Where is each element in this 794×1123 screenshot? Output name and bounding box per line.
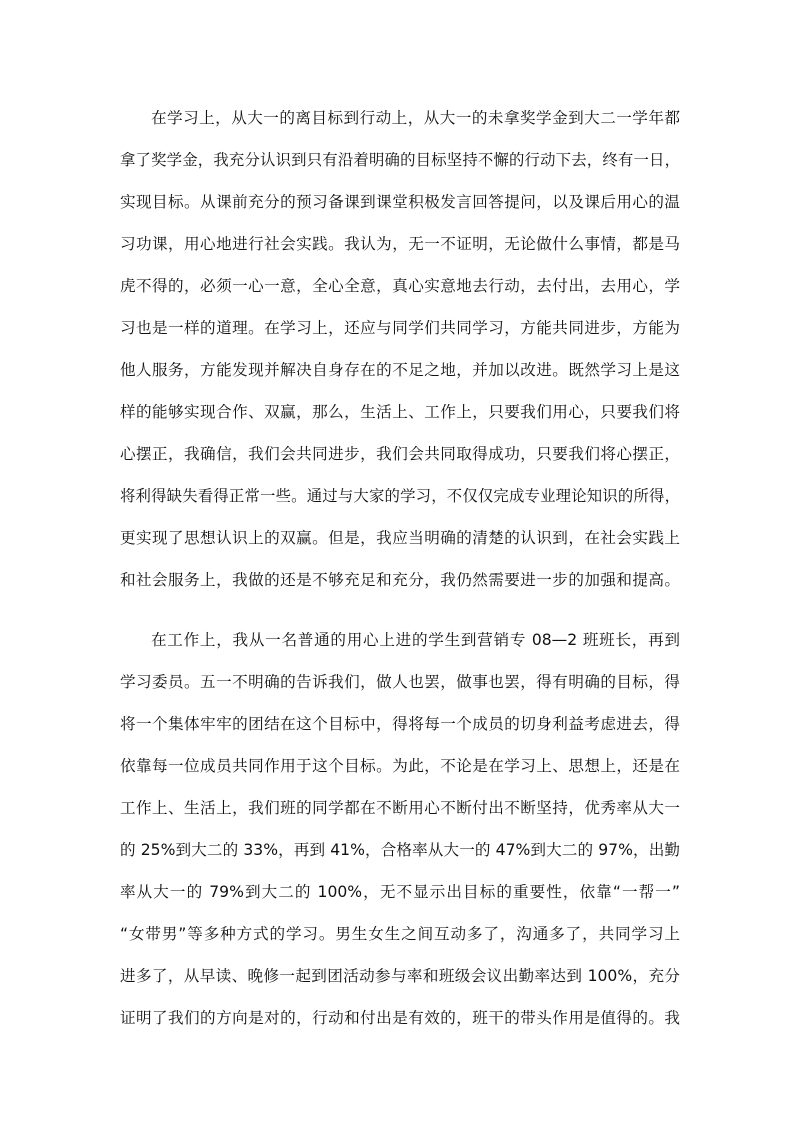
- paragraph-1-line-1: 在学习上，从大一的离目标到行动上，从大一的未拿奖学金到大二一学年都: [151, 109, 680, 127]
- paragraph-2-line-7: 率从大一的 79%到大二的 100%，无不显示出目标的重要性，依靠“一帮一”: [120, 883, 680, 901]
- paragraph-2-line-5: 工作上、生活上，我们班的同学都在不断用心不断付出不断坚持，优秀率从大一: [120, 799, 680, 817]
- paragraph-1-line-9: 心摆正，我确信，我们会共同进步，我们会共同取得成功，只要我们将心摆正，: [120, 445, 680, 463]
- paragraph-2-line-10: 证明了我们的方向是对的，行动和付出是有效的，班干的带头作用是值得的。我: [120, 1009, 680, 1027]
- paragraph-1-line-11: 更实现了思想认识上的双赢。但是，我应当明确的清楚的认识到，在社会实践上: [120, 529, 680, 547]
- paragraph-2-line-9: 进多了，从早读、晚修一起到团活动参与率和班级会议出勤率达到 100%，充分: [120, 967, 680, 985]
- paragraph-2-line-4: 依靠每一位成员共同作用于这个目标。为此，不论是在学习上、思想上，还是在: [120, 757, 680, 775]
- paragraph-2-line-1: 在工作上，我从一名普通的用心上进的学生到营销专 08—2 班班长，再到: [151, 631, 680, 649]
- paragraph-2-line-6: 的 25%到大二的 33%，再到 41%，合格率从大一的 47%到大二的 97%，出勤: [120, 841, 680, 859]
- paragraph-1-line-12: 和社会服务上，我做的还是不够充足和充分，我仍然需要进一步的加强和提高。: [120, 571, 680, 589]
- paragraph-1-line-4: 习功课，用心地进行社会实践。我认为，无一不证明，无论做什么事情，都是马: [120, 235, 680, 253]
- paragraph-1-line-7: 他人服务，方能发现并解决自身存在的不足之地，并加以改进。既然学习上是这: [120, 361, 680, 379]
- paragraph-1-line-10: 将利得缺失看得正常一些。通过与大家的学习，不仅仅完成专业理论知识的所得，: [120, 487, 680, 505]
- paragraph-1-line-6: 习也是一样的道理。在学习上，还应与同学们共同学习，方能共同进步，方能为: [120, 319, 680, 337]
- paragraph-1-line-8: 样的能够实现合作、双赢，那么，生活上、工作上，只要我们用心，只要我们将: [120, 403, 680, 421]
- paragraph-1-line-3: 实现目标。从课前充分的预习备课到课堂积极发言回答提问，以及课后用心的温: [120, 193, 680, 211]
- paragraph-1-line-2: 拿了奖学金，我充分认识到只有沿着明确的目标坚持不懈的行动下去，终有一日，: [120, 151, 680, 169]
- paragraph-1-line-5: 虎不得的，必须一心一意，全心全意，真心实意地去行动，去付出，去用心，学: [120, 277, 680, 295]
- paragraph-2-line-3: 将一个集体牢牢的团结在这个目标中，得将每一个成员的切身利益考虑进去，得: [120, 715, 680, 733]
- paragraph-2-line-2: 学习委员。五一不明确的告诉我们，做人也罢，做事也罢，得有明确的目标，得: [120, 673, 680, 691]
- paragraph-2-line-8: “女带男”等多种方式的学习。男生女生之间互动多了，沟通多了，共同学习上: [120, 925, 680, 943]
